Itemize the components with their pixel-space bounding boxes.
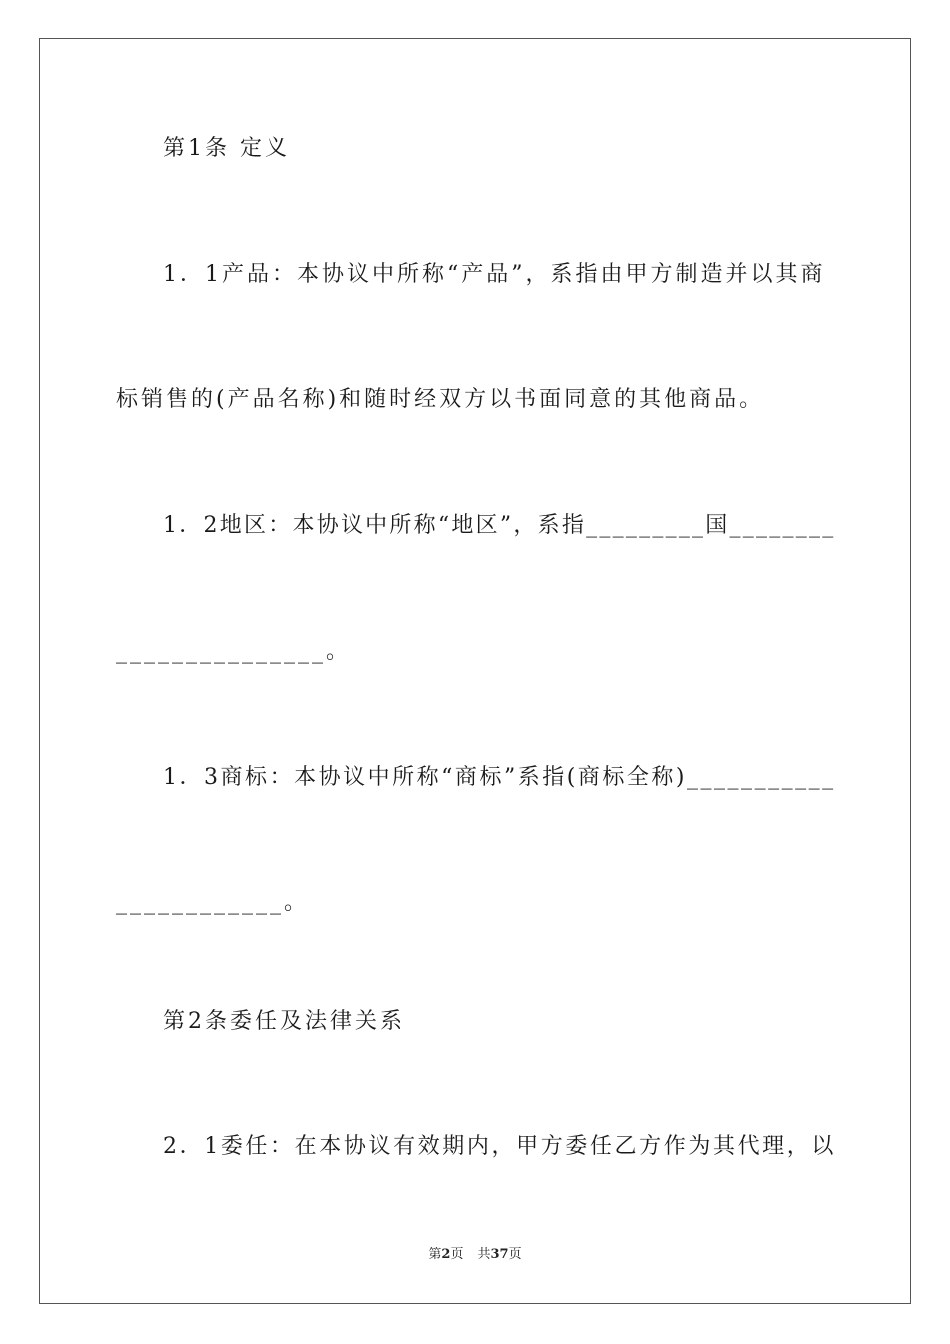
page-frame <box>39 38 911 1304</box>
clause-1-2-line-1: 1．2地区：本协议中所称“地区”，系指_________国________ <box>163 513 836 538</box>
page-footer <box>0 1246 950 1264</box>
clause-1-1-line-2: 标销售的(产品名称)和随时经双方以书面同意的其他商品。 <box>116 387 765 412</box>
clause-1-2-line-2: _______________。 <box>116 639 352 664</box>
clause-1-3-line-1: 1．3商标：本协议中所称“商标”系指(商标全称)___________ <box>163 765 836 790</box>
clause-2-1-line-1: 2．1委任：在本协议有效期内，甲方委任乙方作为其代理，以 <box>163 1134 836 1159</box>
page-number: 2 <box>441 1247 451 1262</box>
total-prefix: 共 <box>477 1247 491 1262</box>
clause-1-1-line-1: 1．1产品：本协议中所称“产品”，系指由甲方制造并以其商 <box>163 262 826 287</box>
article-2-heading: 第2条委任及法律关系 <box>163 1009 405 1034</box>
total-suffix: 页 <box>508 1247 522 1262</box>
page-suffix: 页 <box>450 1247 464 1262</box>
article-1-heading: 第1条 定义 <box>163 136 290 161</box>
page-prefix: 第 <box>428 1247 442 1262</box>
total-pages: 37 <box>490 1247 509 1262</box>
clause-1-3-line-2: ____________。 <box>116 890 310 915</box>
